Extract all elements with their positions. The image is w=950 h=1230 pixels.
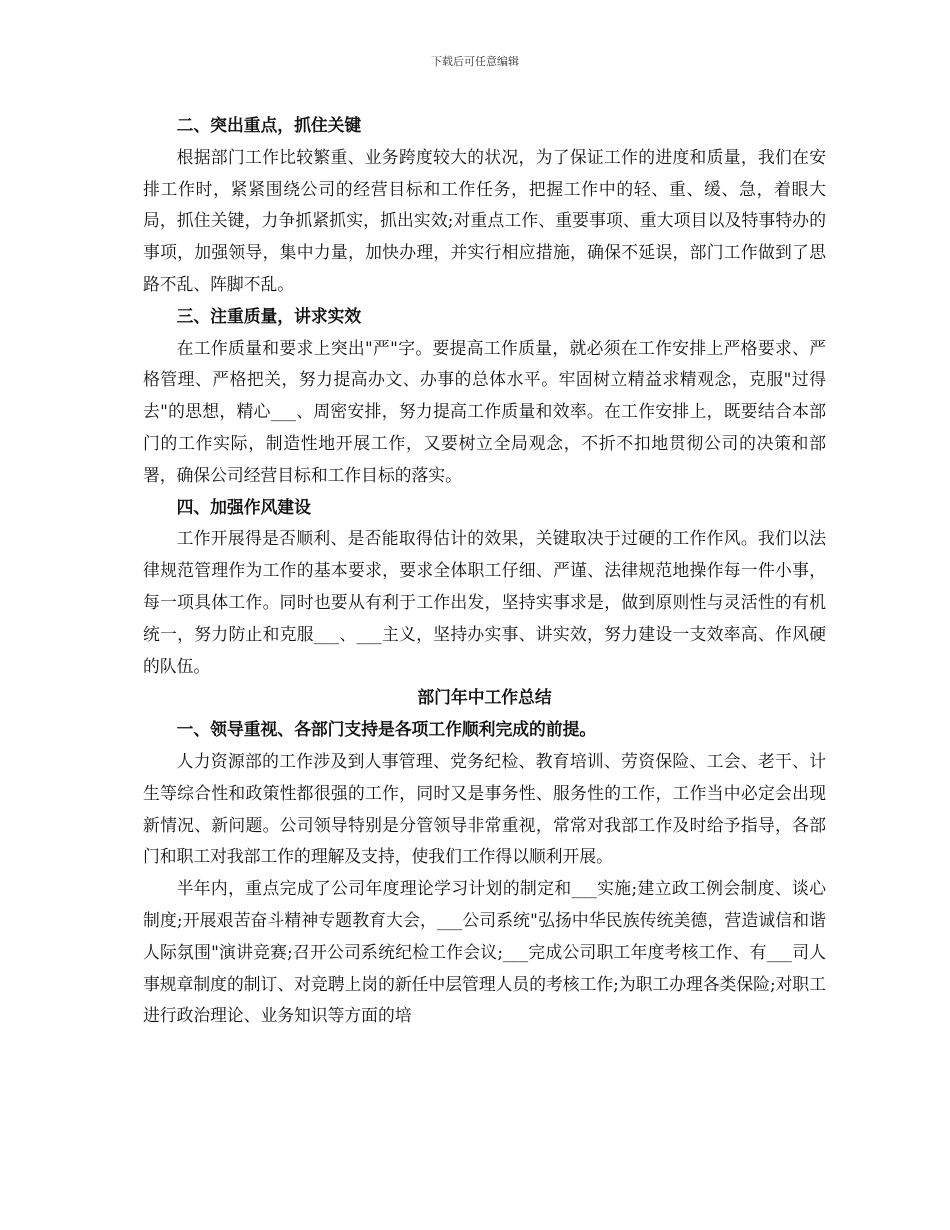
section-heading-4: 四、加强作风建设 bbox=[176, 496, 311, 517]
section-heading-3: 三、注重质量，讲求实效 bbox=[176, 305, 362, 326]
section-3-paragraph: 在工作质量和要求上突出"严"字。要提高工作质量，就必须在工作安排上严格要求、严格管理、严格把关，努力提高办文、办事的总体水平。牢固树立精益求精观念，克服"过得去"的思想，精心___、周密安排，努力提高工作质量和效率。在工作安排上，既要结合本部门的工作实际，制造性地开展工作，又要树立全局观念，不折不扣地贯彻公司的决策和部署，确保公司经营目标和工作目标的落实。 bbox=[143, 337, 826, 485]
summary-paragraph-1: 人力资源部的工作涉及到人事管理、党务纪检、教育培训、劳资保险、工会、老干、计生等综合性和政策性都很强的工作，同时又是事务性、服务性的工作，工作当中必定会出现新情况、新问题。公司领导特别是分管领导非常重视，常常对我部工作及时给予指导，各部门和职工对我部工作的理解及支持，使我们工作得以顺利开展。 bbox=[143, 750, 826, 867]
section-heading-1: 一、领导重视、各部门支持是各项工作顺利完成的前提。 bbox=[176, 719, 597, 740]
document-body bbox=[143, 110, 826, 1032]
section-4-paragraph: 工作开展得是否顺利、是否能取得估计的效果，关键取决于过硬的工作作风。我们以法律规范管理作为工作的基本要求，要求全体职工仔细、严谨、法律规范地操作每一件小事，每一项具体工作。同时也要从有利于工作出发，坚持实事求是，做到原则性与灵活性的有机统一，努力防止和克服___、___主义，坚持办实事、讲实效，努力建设一支效率高、作风硬的队伍。 bbox=[143, 528, 826, 676]
document-title: 部门年中工作总结 bbox=[417, 687, 552, 708]
page-header: 下载后可任意编辑 bbox=[431, 55, 519, 68]
section-heading-2: 二、突出重点，抓住关键 bbox=[176, 115, 362, 135]
section-2-paragraph: 根据部门工作比较繁重、业务跨度较大的状况，为了保证工作的进度和质量，我们在安排工作时，紧紧围绕公司的经营目标和工作任务，把握工作中的轻、重、缓、急，着眼大局，抓住关键，力争抓紧抓实，抓出实效;对重点工作、重要事项、重大项目以及特事特办的事项，加强领导，集中力量，加快办理，并实行相应措施，确保不延误，部门工作做到了思路不乱、阵脚不乱。 bbox=[143, 146, 826, 294]
summary-paragraph-2: 半年内，重点完成了公司年度理论学习计划的制定和___实施;建立政工例会制度、谈心制度;开展艰苦奋斗精神专题教育大会，___公司系统"弘扬中华民族传统美德，营造诚信和谐人际氛围"演讲竞赛;召开公司系统纪检工作会议;___完成公司职工年度考核工作、有___司人事规章制度的制订、对竞聘上岗的新任中层管理人员的考核工作;为职工办理各类保险;对职工进行政治理论、业务知识等方面的培 bbox=[143, 878, 826, 1026]
